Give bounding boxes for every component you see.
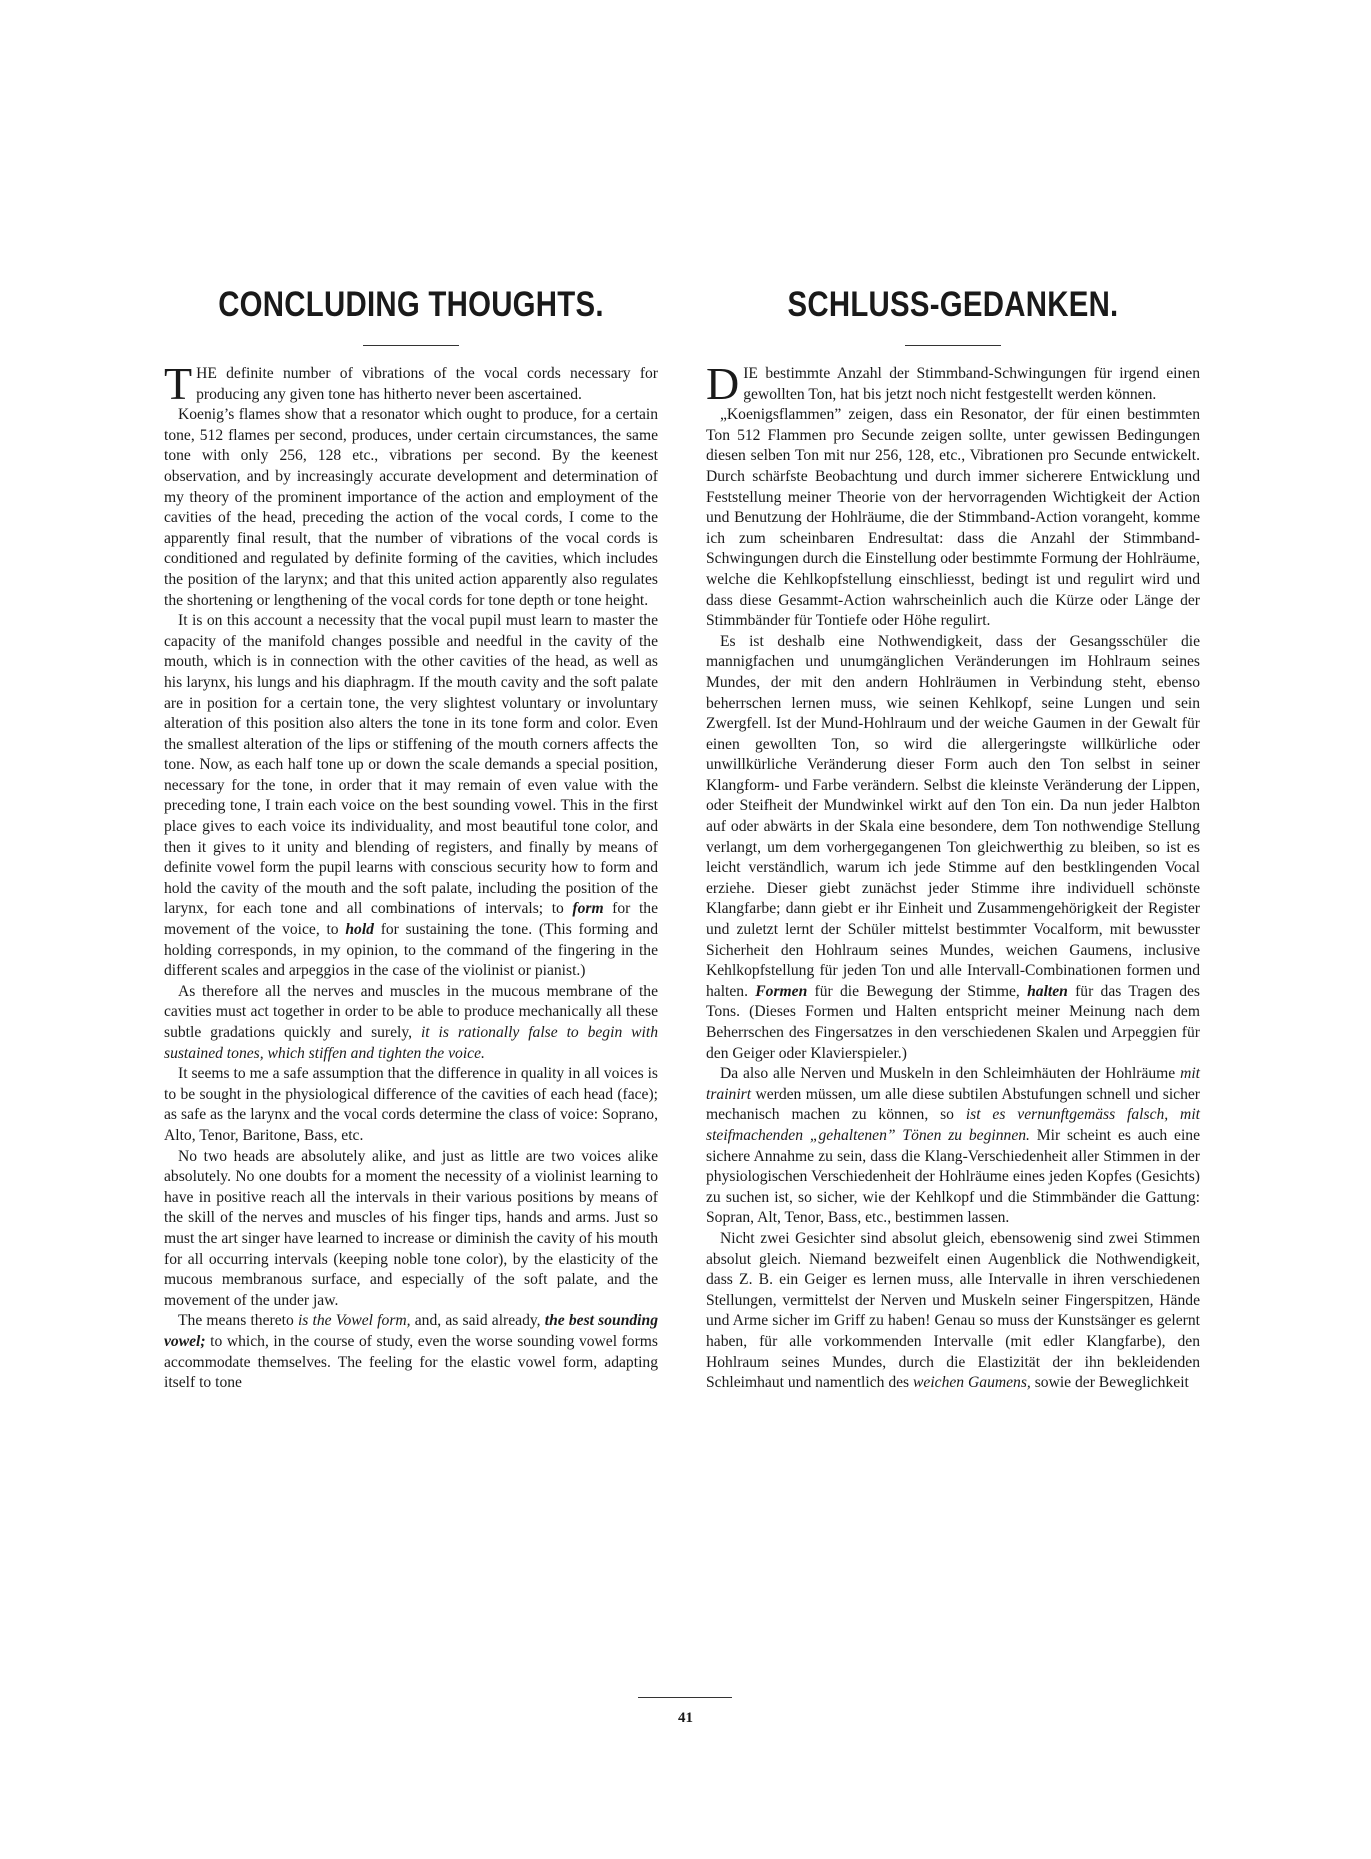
english-paragraph-5: It seems to me a safe assumption that the difference in quality in all voices is to be sought in the physiological difference of the cavities of each head (face); as safe as the larynx and the vocal cords determine the class of voice: Soprano, Alto, Tenor, Baritone, Bass, etc. [164, 1065, 658, 1144]
german-paragraph-5 [706, 1229, 1200, 1394]
german-p5-a: Nicht zwei Gesichter sind absolut gleich, ebensowenig sind zwei Stimmen absolut gleich. Niemand bezweifelt einen Augenblick die Nothwendigkeit, dass Z. B. ein Geiger es lernen muss, alle Intervalle in ihren verschiedenen Stellungen, vermittelst der Nerven und Muskeln seiner Fingerspitzen, Hände und Arme sicher im Griff zu haben! Genau so muss der Kunstsänger es gelernt haben, für alle vorkommenden Intervalle (mit edler Klangfarbe), den Hohlraum seines Mundes, durch die Elastizität der ihn bekleidenden Schleimhaut und namentlich des [706, 1229, 1200, 1392]
german-p4-b: mit trainirt [706, 1065, 1200, 1103]
german-p5-b: weichen Gaumens, [913, 1374, 1031, 1392]
english-p3-hold: hold [345, 921, 374, 939]
english-p3-form: form [572, 900, 604, 918]
english-p3-e: for sustaining the tone. (This forming and holding corresponds, in my opinion, to the command of the fingering in the different scales and arpeggios in the case of the violinist or pianist.) [164, 921, 658, 980]
english-title: CONCLUDING THOUGHTS. [218, 285, 604, 324]
english-p7-e: to which, in the course of study, even the worse sounding vowel forms accommodate themselves. The feeling for the elastic vowel form, adapting itself to tone [164, 1332, 658, 1392]
english-paragraph-1 [164, 358, 658, 409]
english-p7-a: The means thereto [178, 1312, 298, 1330]
german-p3-halten: halten [1027, 982, 1068, 1000]
german-paragraph-1-text: IE bestimmte Anzahl der Stimmband-Schwingungen für irgend einen gewollten Ton, hat bis jetzt noch nicht festgestellt werden können. [743, 365, 1200, 403]
german-paragraph-2: „Koenigsflammen” zeigen, dass ein Resonator, der für einen bestimmten Ton 512 Flammen pro Secunde zeigen sollte, unter gewissen Bedingungen diesen selben Ton mit nur 256, 128, etc., Vibrationen pro Secunde entwickelt. Durch schärfste Beobachtung und durch immer sicherere Entwicklung und Feststellung meiner Theorie von der hervorragenden Wichtigkeit der Action und Benutzung der Hohlräume, die der Stimmband-Action vorangeht, komme ich zum scheinbaren Endresultat: dass die Anzahl der Stimmband-Schwingungen durch die Einstellung oder bestimmte Formung der Hohlräume, welche die Kehlkopfstellung einschliesst, bedingt ist und regulirt wird und dass diese Gesammt-Action wahrscheinlich auch die Kürze oder Länge der Stimmbänder für Tontiefe oder Höhe regulirt. [706, 406, 1200, 630]
english-p7-d: the best sounding vowel; [164, 1312, 658, 1350]
german-paragraph-1 [706, 358, 1200, 409]
german-p4-d: ist es vernunftgemäss falsch, mit steifmachenden „gehaltenen” Tönen zu beginnen. [706, 1106, 1200, 1144]
english-p4-a: As therefore all the nerves and muscles in the mucous membrane of the cavities must act together in order to be able to produce mechanically all these subtle gradations quickly and surely, [164, 982, 658, 1041]
german-dropcap: D [706, 358, 740, 409]
english-title-rule [363, 345, 459, 346]
german-p4-a: Da also alle Nerven und Muskeln in den Schleimhäuten der Hohlräume [720, 1065, 1181, 1083]
german-p3-c: für die Bewegung der Stimme, [807, 982, 1028, 1000]
german-p3-formen: Formen [755, 982, 808, 1000]
english-column [164, 285, 658, 1394]
german-title: SCHLUSS-GEDANKEN. [787, 285, 1119, 324]
english-p7-c: and, as said already, [410, 1312, 545, 1330]
english-p3-a: It is on this account a necessity that the vocal pupil must learn to master the capacity of the manifold changes possible and needful in the cavity of the mouth, which is in connection with the other cavities of the head, as well as his larynx, his lungs and his diaphragm. If the mouth cavity and the soft palate are in position for a certain tone, the very slightest voluntary or involuntary alteration of this position also alters the tone in its tone form and color. Even the smallest alteration of the lips or stiffening of the mouth corners affects the tone. Now, as each half tone up or down the scale demands a special position, necessary for the tone, in order that it may remain of even value with the preceding tone, I train each voice on the best sounding vowel. This in the first place gives to each voice its individuality, and most beautiful tone color, and then it gives to it unity and blending of registers, and finally by means of definite vowel form the pupil learns with conscious security how to form and hold the cavity of the mouth and the soft palate, including the position of the larynx, for each tone and all combinations of intervals; to [164, 612, 658, 918]
english-paragraph-2: Koenig’s flames show that a resonator which ought to produce, for a certain tone, 512 flames per second, produces, under certain circumstances, the same tone with only 256, 128 etc., vibrations per second. By the keenest observation, and by increasingly accurate development and determination of my theory of the prominent importance of the action and employment of the cavities of the head, preceding the action of the vocal cords, I come to the apparently final result, that the number of vibrations of the vocal cords is conditioned and regulated by definite forming of the cavities, which includes the position of the larynx; and that this united action apparently also regulates the shortening or lengthening of the vocal cords for tone depth or tone height. [164, 406, 658, 609]
english-paragraph-7 [164, 1311, 658, 1393]
english-paragraph-4 [164, 982, 658, 1064]
german-column [706, 285, 1200, 1394]
english-p4-b: it is rationally false to begin with sustained tones, which stiffen and tighten the voice. [164, 1024, 658, 1062]
english-paragraph-3 [164, 611, 658, 982]
footer-rule [638, 1697, 732, 1698]
german-p4-c: werden müssen, um alle diese subtilen Abstufungen schnell und sicher mechanisch machen zu können, so [706, 1085, 1200, 1124]
page-number: 41 [678, 1710, 693, 1726]
german-paragraph-3 [706, 632, 1200, 1064]
german-paragraph-4 [706, 1064, 1200, 1229]
german-title-rule [905, 345, 1001, 346]
english-dropcap: T [164, 358, 193, 409]
german-p3-e: für das Tragen des Tons. (Dieses Formen und Halten entspricht meiner Meinung nach dem Beherrschen des Fingersatzes in den verschiedenen Skalen und Arpeggien für den Geiger oder Klavierspieler.) [706, 982, 1200, 1062]
english-p7-b: is the Vowel form, [297, 1312, 411, 1330]
english-p3-c: for the movement of the voice, to [164, 900, 658, 939]
german-p3-a: Es ist deshalb eine Nothwendigkeit, dass der Gesangsschüler die mannigfachen und unumgänglichen Veränderungen im Hohlraum seines Mundes, der mit den andern Hohlräumen in Verbindung steht, ebenso beherrschen lernen muss, wie seinen Kehlkopf, seine Lungen und sein Zwergfell. Ist der Mund-Hohlraum und der weiche Gaumen in der Gewalt für einen gewollten Ton, so wird die allergeringste willkürliche oder unwillkürliche Veränderung dieser Form auch den Ton selbst in seiner Klangform- und Farbe verändern. Selbst die kleinste Veränderung der Lippen, oder Steifheit der Mundwinkel wirkt auf den Ton ein. Da nun jeder Halbton auf oder abwärts in der Skala eine besondere, dem Ton nothwendige Stellung verlangt, um dem vorhergegangenen Ton gleichwerthig zu bleiben, so ist es leicht verständlich, warum ich jede Stimme auf den bestklingenden Vocal erziehe. Dieser giebt zunächst jeder Stimme ihre individuell schönste Klangfarbe; dann giebt er ihr Einheit und Zusammengehörigkeit der Register und zuletzt lernt der Schüler mittelst bestimmter Vocalform, mit bewusster Sicherheit den Hohlraum seines Mundes, weichen Gaumens, inclusive Kehlkopfstellung für jeden Ton und alle Intervall-Combinationen formen und halten. [706, 632, 1200, 1000]
english-paragraph-6: No two heads are absolutely alike, and just as little are two voices alike absolutely. No one doubts for a moment the necessity of a violinist learning to have in positive reach all the intervals in their various positions by means of the skill of the nerves and muscles of his finger tips, hands and arms. Just so must the art singer have learned to increase or diminish the cavity of his mouth for all occurring intervals (keeping noble tone color), by the elasticity of the mucous membranous surface, and especially of the soft palate, and the movement of the under jaw. [164, 1147, 658, 1309]
german-p5-c: sowie der Beweglichkeit [1030, 1374, 1189, 1392]
english-paragraph-1-text: HE definite number of vibrations of the vocal cords necessary for producing any given tone has hitherto never been ascertained. [196, 365, 658, 403]
german-p4-e: Mir scheint es auch eine sichere Annahme zu sein, dass die Klang-Verschiedenheit aller Stimmen in der physiologischen Verschiedenheit der Hohlräume eines jeden Kopfes (Gesichts) zu suchen ist, so sicher, wie der Kehlkopf und die Stimmbänder die Gattung: Sopran, Alt, Tenor, Bass, etc., bestimmen lassen. [706, 1126, 1200, 1227]
